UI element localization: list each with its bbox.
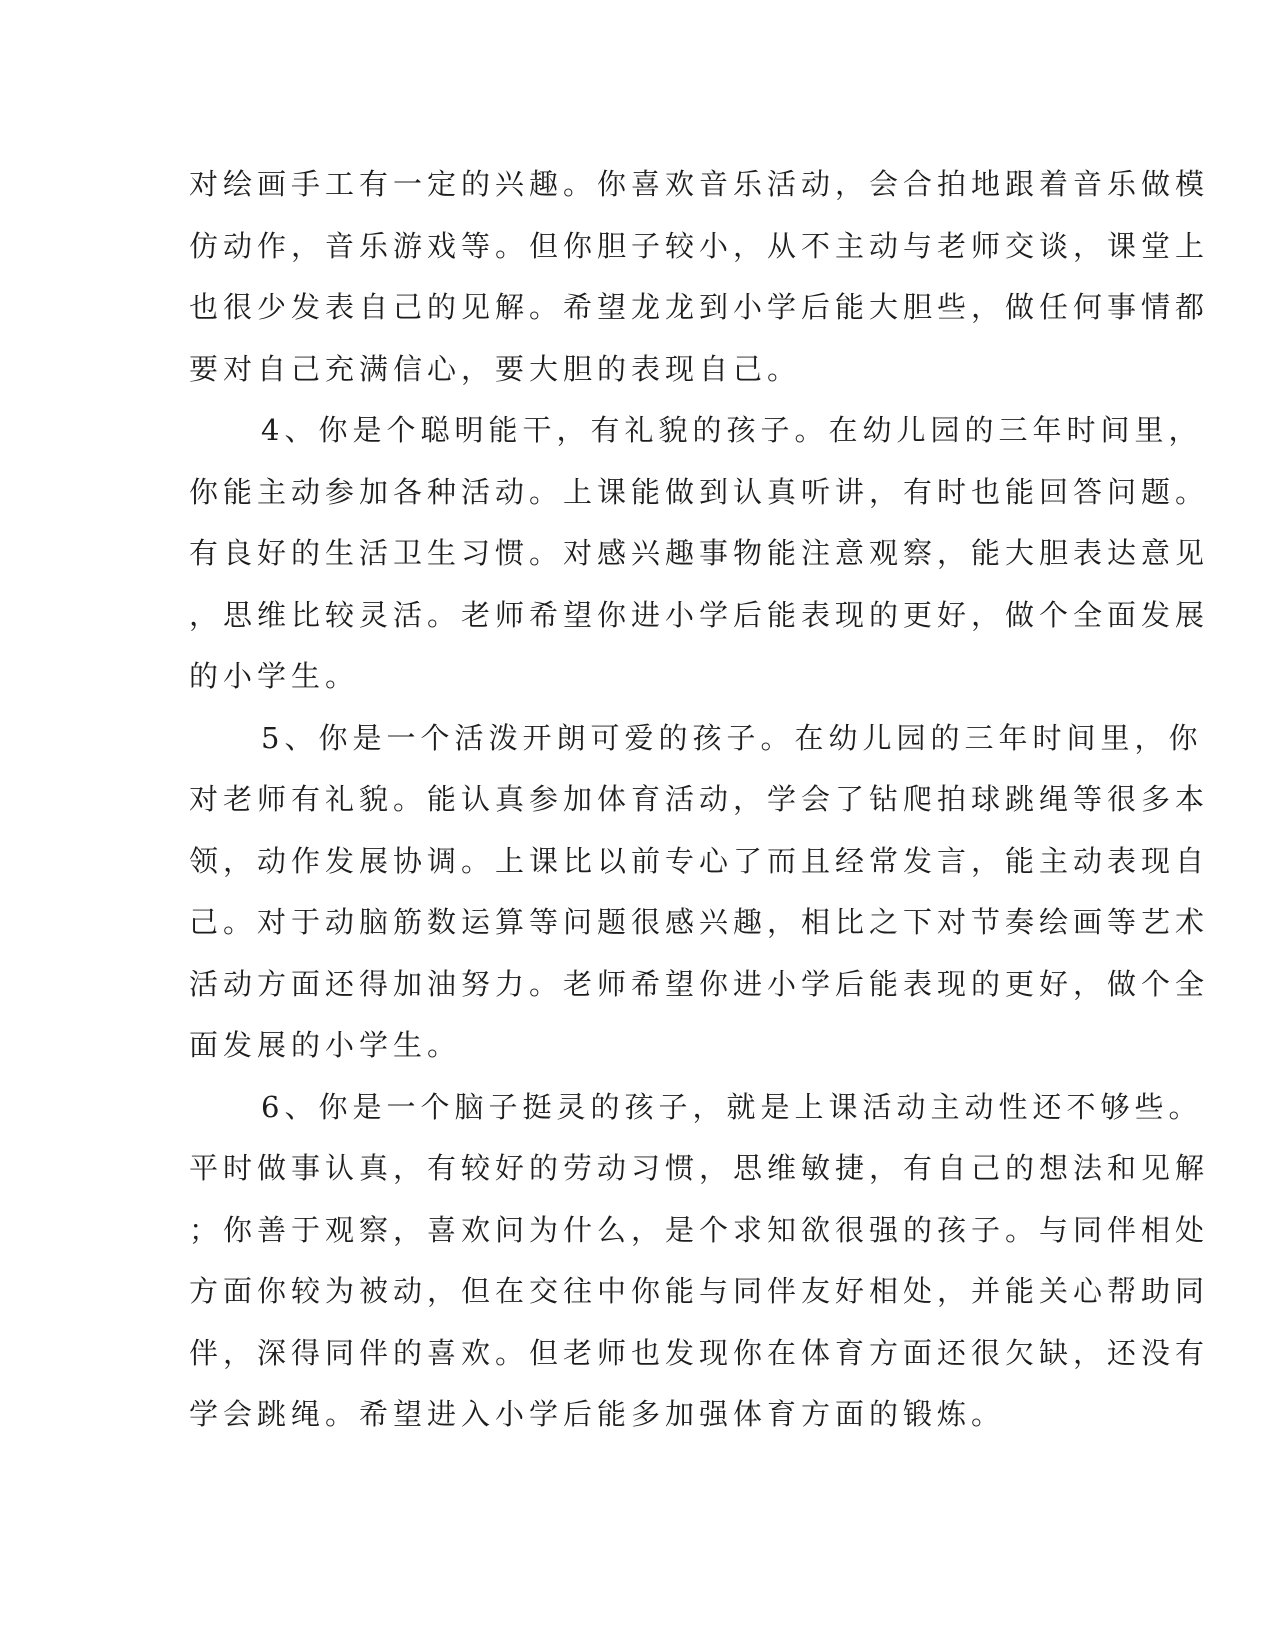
document-body	[189, 154, 1210, 1446]
text-line: 对绘画手工有一定的兴趣。你喜欢音乐活动，会合拍地跟着音乐做模	[189, 167, 1210, 201]
text-line: 的小学生。	[189, 659, 360, 693]
paragraph-5	[189, 708, 1210, 1077]
text-line: 己。对于动脑筋数运算等问题很感兴趣，相比之下对节奏绘画等艺术	[189, 905, 1210, 939]
text-line: 要对自己充满信心，要大胆的表现自己。	[189, 351, 802, 386]
text-line: 4、你是个聪明能干，有礼貌的孩子。在幼儿园的三年时间里，	[261, 413, 1203, 447]
text-line: 方面你较为被动，但在交往中你能与同伴友好相处，并能关心帮助同	[189, 1274, 1210, 1308]
text-line: 平时做事认真，有较好的劳动习惯，思维敏捷，有自己的想法和见解	[189, 1151, 1210, 1185]
paragraph-4	[189, 400, 1210, 708]
text-line: 学会跳绳。希望进入小学后能多加强体育方面的锻炼。	[189, 1397, 1006, 1431]
text-line: ；你善于观察，喜欢问为什么，是个求知欲很强的孩子。与同伴相处	[189, 1212, 1210, 1247]
text-line: 你能主动参加各种活动。上课能做到认真听讲，有时也能回答问题。	[189, 474, 1210, 509]
text-line: ，思维比较灵活。老师希望你进小学后能表现的更好，做个全面发展	[189, 597, 1210, 632]
text-line: 仿动作，音乐游戏等。但你胆子较小，从不主动与老师交谈，课堂上	[189, 228, 1210, 263]
text-line: 有良好的生活卫生习惯。对感兴趣事物能注意观察，能大胆表达意见	[189, 536, 1210, 570]
paragraph-6	[189, 1077, 1210, 1446]
text-line: 5、你是一个活泼开朗可爱的孩子。在幼儿园的三年时间里，你	[261, 720, 1203, 755]
text-line: 对老师有礼貌。能认真参加体育活动，学会了钻爬拍球跳绳等很多本	[189, 782, 1210, 816]
text-line: 6、你是一个脑子挺灵的孩子，就是上课活动主动性还不够些。	[261, 1089, 1203, 1124]
text-line: 面发展的小学生。	[189, 1028, 462, 1062]
text-line: 领，动作发展协调。上课比以前专心了而且经常发言，能主动表现自	[189, 843, 1210, 878]
paragraph-continued	[189, 154, 1210, 400]
text-line: 活动方面还得加油努力。老师希望你进小学后能表现的更好，做个全	[189, 966, 1210, 1001]
text-line: 也很少发表自己的见解。希望龙龙到小学后能大胆些，做任何事情都	[189, 290, 1210, 324]
text-line: 伴，深得同伴的喜欢。但老师也发现你在体育方面还很欠缺，还没有	[189, 1335, 1210, 1370]
